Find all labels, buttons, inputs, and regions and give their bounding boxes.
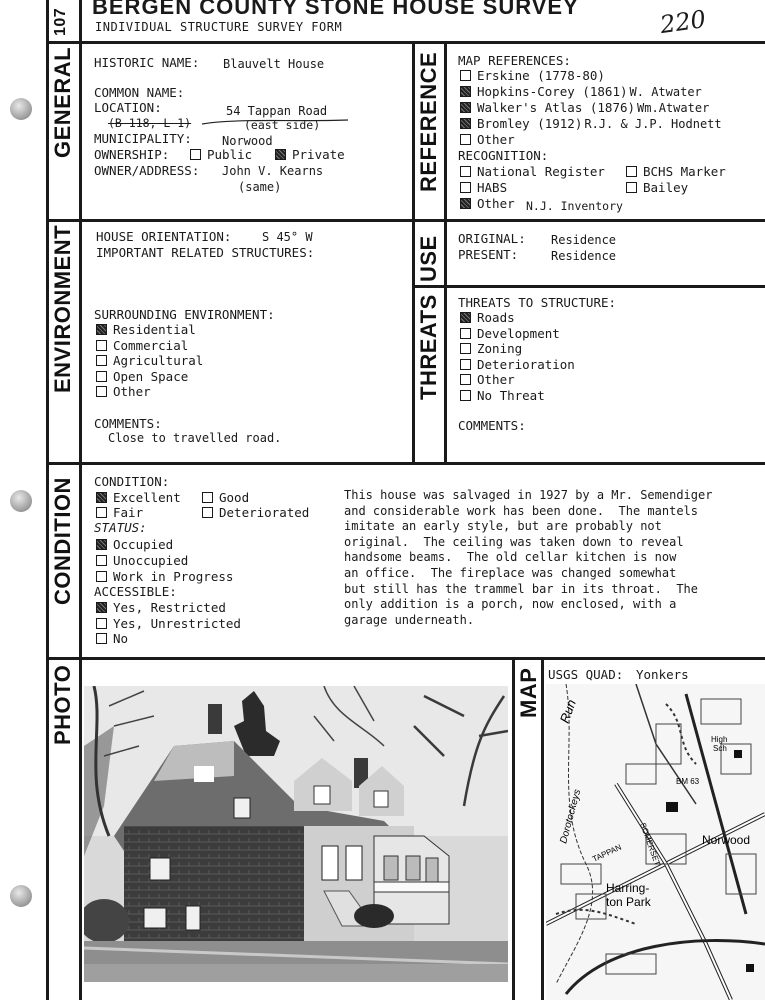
rule-map-a — [512, 657, 515, 1000]
location-side: (east side) — [244, 118, 321, 132]
usgs-map — [546, 684, 765, 1000]
ownership-label: OWNERSHIP: — [94, 147, 170, 162]
map-reference-4-checkbox[interactable] — [460, 134, 471, 145]
fair-option[interactable]: Fair — [96, 505, 143, 520]
binder-hole-bottom — [10, 885, 32, 907]
map-reference-1-checkbox[interactable] — [460, 86, 471, 97]
map-reference-1-option[interactable]: Hopkins-Corey (1861) W. Atwater — [460, 84, 702, 100]
map-reference-0-checkbox[interactable] — [460, 70, 471, 81]
house-photo — [84, 686, 508, 982]
form-subtitle: INDIVIDUAL STRUCTURE SURVEY FORM — [95, 20, 343, 34]
map-reference-2-checkbox[interactable] — [460, 102, 471, 113]
map-references-label: MAP REFERENCES: — [458, 53, 571, 68]
threats-comments-label: COMMENTS: — [458, 418, 526, 433]
occupied-option[interactable]: Occupied — [96, 537, 173, 552]
section-label-map: MAP — [516, 667, 541, 718]
threat-zoning-option[interactable]: Zoning — [460, 341, 522, 356]
page-number: 107 — [52, 7, 69, 36]
map-reference-2-option[interactable]: Walker's Atlas (1876) Wm.Atwater — [460, 100, 709, 116]
threat-roads-checkbox[interactable] — [460, 312, 471, 323]
map-label-norwood: Norwood — [702, 833, 751, 847]
yes-unrestricted-option[interactable]: Yes, Unrestricted — [96, 616, 241, 631]
fair-checkbox[interactable] — [96, 507, 107, 518]
work-in-progress-checkbox[interactable] — [96, 571, 107, 582]
narrative-line: only addition is a porch, now enclosed, with a — [344, 597, 677, 612]
yes-restricted-option[interactable]: Yes, Restricted — [96, 600, 226, 615]
threat-development-checkbox[interactable] — [460, 328, 471, 339]
ownership-private-option[interactable]: Private — [275, 147, 345, 162]
deteriorated-option[interactable]: Deteriorated — [202, 505, 309, 520]
narrative-line: handsome beams. The old cellar kitchen is now — [344, 550, 677, 565]
section-label-general: GENERAL — [50, 46, 75, 158]
section-label-reference: REFERENCE — [416, 51, 441, 192]
municipality-label: MUNICIPALITY: — [94, 131, 192, 146]
national-register-checkbox[interactable] — [460, 166, 471, 177]
orientation-value: S 45° W — [262, 230, 313, 244]
rule-use-bottom — [413, 285, 765, 288]
section-label-photo: PHOTO — [50, 664, 75, 745]
map-label-somerset: SOMERSET — [638, 821, 662, 867]
related-structures-label: IMPORTANT RELATED STRUCTURES: — [96, 245, 315, 260]
narrative-line: original. The ceiling was taken down to reveal — [344, 534, 684, 549]
map-label-tappan: TAPPAN — [591, 842, 623, 864]
ownership-private-checkbox[interactable] — [275, 149, 286, 160]
frame-left-outer — [46, 0, 49, 1000]
ownership-public-option[interactable]: Public — [190, 147, 252, 162]
binder-hole-top — [10, 98, 32, 120]
environment-commercial-option[interactable]: Commercial — [96, 338, 188, 353]
rule-mid-a — [412, 41, 415, 462]
environment-open-space-option[interactable]: Open Space — [96, 369, 188, 384]
threat-no-threat-option[interactable]: No Threat — [460, 388, 545, 403]
map-label-high: High — [711, 735, 728, 744]
environment-agricultural-option[interactable]: Agricultural — [96, 353, 203, 368]
owner-address: (same) — [238, 180, 282, 194]
rule-env-bottom — [46, 462, 765, 465]
environment-agricultural-checkbox[interactable] — [96, 355, 107, 366]
excellent-option[interactable]: Excellent — [96, 490, 181, 505]
recognition-label: RECOGNITION: — [458, 148, 549, 163]
rule-general-bottom — [46, 219, 765, 222]
environment-residential-option[interactable]: Residential — [96, 322, 196, 337]
environment-other-option[interactable]: Other — [96, 384, 151, 399]
map-label-bm: BM 63 — [676, 777, 700, 786]
handwritten-strike — [200, 108, 350, 128]
owner-label: OWNER/ADDRESS: — [94, 163, 200, 178]
use-original-label: ORIGINAL: — [458, 231, 526, 246]
owner-value: John V. Kearns — [222, 164, 324, 178]
narrative-line: garage underneath. — [344, 612, 475, 627]
condition-label: CONDITION: — [94, 474, 170, 489]
map-reference-4-option[interactable]: Other — [460, 132, 515, 147]
map-reference-3-option[interactable]: Bromley (1912) R.J. & J.P. Hodnett — [460, 116, 722, 132]
recognition-other-checkbox[interactable] — [460, 198, 471, 209]
habs-option[interactable]: HABS — [460, 180, 507, 195]
bchs-marker-option[interactable]: BCHS Marker — [626, 164, 726, 179]
bailey-checkbox[interactable] — [626, 182, 637, 193]
occupied-checkbox[interactable] — [96, 539, 107, 550]
environment-comments-label: COMMENTS: — [94, 416, 162, 431]
narrative-line: an office. The fireplace was changed somewhat — [344, 566, 677, 580]
rule-condition-bottom — [46, 657, 765, 660]
location-value: 54 Tappan Road — [226, 104, 328, 118]
map-reference-0-option[interactable]: Erskine (1778-80) — [460, 68, 605, 83]
environment-other-checkbox[interactable] — [96, 386, 107, 397]
form-title: BERGEN COUNTY STONE HOUSE SURVEY — [92, 0, 579, 19]
unoccupied-option[interactable]: Unoccupied — [96, 553, 188, 568]
map-reference-note: W. Atwater — [629, 85, 702, 99]
historic-name-value: Blauvelt House — [223, 57, 325, 71]
accessible-no-option[interactable]: No — [96, 631, 128, 646]
rule-mid-b — [444, 41, 447, 462]
excellent-checkbox[interactable] — [96, 492, 107, 503]
yes-unrestricted-checkbox[interactable] — [96, 618, 107, 629]
recognition-other-note: N.J. Inventory — [526, 199, 623, 213]
map-reference-note: Wm.Atwater — [637, 101, 710, 115]
deteriorated-checkbox[interactable] — [202, 507, 213, 518]
yes-restricted-checkbox[interactable] — [96, 602, 107, 613]
accessible-no-checkbox[interactable] — [96, 633, 107, 644]
usgs-quad-value: Yonkers — [636, 667, 689, 682]
location-label: LOCATION: — [94, 100, 162, 115]
map-reference-note: R.J. & J.P. Hodnett — [584, 117, 722, 131]
national-register-option[interactable]: National Register — [460, 164, 605, 179]
surrounding-label: SURROUNDING ENVIRONMENT: — [94, 307, 275, 322]
section-label-threats: THREATS — [416, 294, 441, 400]
use-present-value: Residence — [551, 249, 617, 263]
use-original-value: Residence — [551, 233, 617, 247]
recognition-other-option[interactable]: Other — [460, 196, 515, 211]
habs-checkbox[interactable] — [460, 182, 471, 193]
narrative-line: but still has the trammel bar in its throat. The — [344, 581, 699, 596]
environment-residential-checkbox[interactable] — [96, 324, 107, 335]
narrative-line: and considerable work has been done. The mantels — [344, 503, 699, 518]
ownership-public-checkbox[interactable] — [190, 149, 201, 160]
bailey-option[interactable]: Bailey — [626, 180, 688, 195]
threat-roads-option[interactable]: Roads — [460, 310, 515, 325]
unoccupied-checkbox[interactable] — [96, 555, 107, 566]
map-label-harrington: Harring- — [606, 881, 650, 895]
work-in-progress-option[interactable]: Work in Progress — [96, 569, 233, 584]
rule-top — [46, 41, 765, 44]
section-label-condition: CONDITION — [50, 477, 75, 605]
section-label-use: USE — [416, 235, 441, 282]
section-label-environment: ENVIRONMENT — [50, 224, 75, 393]
good-checkbox[interactable] — [202, 492, 213, 503]
map-label-run: Run — [556, 697, 579, 726]
common-name-label: COMMON NAME: — [94, 85, 185, 100]
map-label-sch: Sch — [713, 744, 727, 753]
narrative-line: This house was salvaged in 1927 by a Mr. Semendiger — [344, 488, 713, 502]
binder-hole-middle — [10, 490, 32, 512]
threat-other-checkbox[interactable] — [460, 374, 471, 385]
threat-no-threat-checkbox[interactable] — [460, 390, 471, 401]
historic-name-label: HISTORIC NAME: — [94, 55, 200, 70]
threat-zoning-checkbox[interactable] — [460, 343, 471, 354]
municipality-value: Norwood — [222, 134, 273, 148]
narrative-line: imitate an early style, but are probably not — [344, 519, 662, 534]
block-lot: (B 118, L 1) — [108, 116, 192, 130]
threats-label: THREATS TO STRUCTURE: — [458, 295, 617, 310]
orientation-label: HOUSE ORIENTATION: — [96, 229, 232, 244]
map-label-harrington-2: ton Park — [606, 895, 651, 909]
threat-other-option[interactable]: Other — [460, 372, 515, 387]
frame-left-inner — [79, 0, 82, 1000]
environment-commercial-checkbox[interactable] — [96, 340, 107, 351]
environment-open-space-checkbox[interactable] — [96, 371, 107, 382]
threat-deterioration-option[interactable]: Deterioration — [460, 357, 575, 372]
handwritten-number: 220 — [658, 4, 708, 40]
threat-deterioration-checkbox[interactable] — [460, 359, 471, 370]
use-present-label: PRESENT: — [458, 247, 519, 262]
good-option[interactable]: Good — [202, 490, 249, 505]
status-label: STATUS: — [94, 520, 147, 535]
threat-development-option[interactable]: Development — [460, 326, 560, 341]
map-reference-3-checkbox[interactable] — [460, 118, 471, 129]
bchs-marker-checkbox[interactable] — [626, 166, 637, 177]
environment-comments: Close to travelled road. — [108, 431, 282, 445]
usgs-quad-label: USGS QUAD: — [548, 667, 624, 682]
accessible-label: ACCESSIBLE: — [94, 584, 177, 599]
map-label-creek: Dorotockeys — [558, 788, 584, 845]
